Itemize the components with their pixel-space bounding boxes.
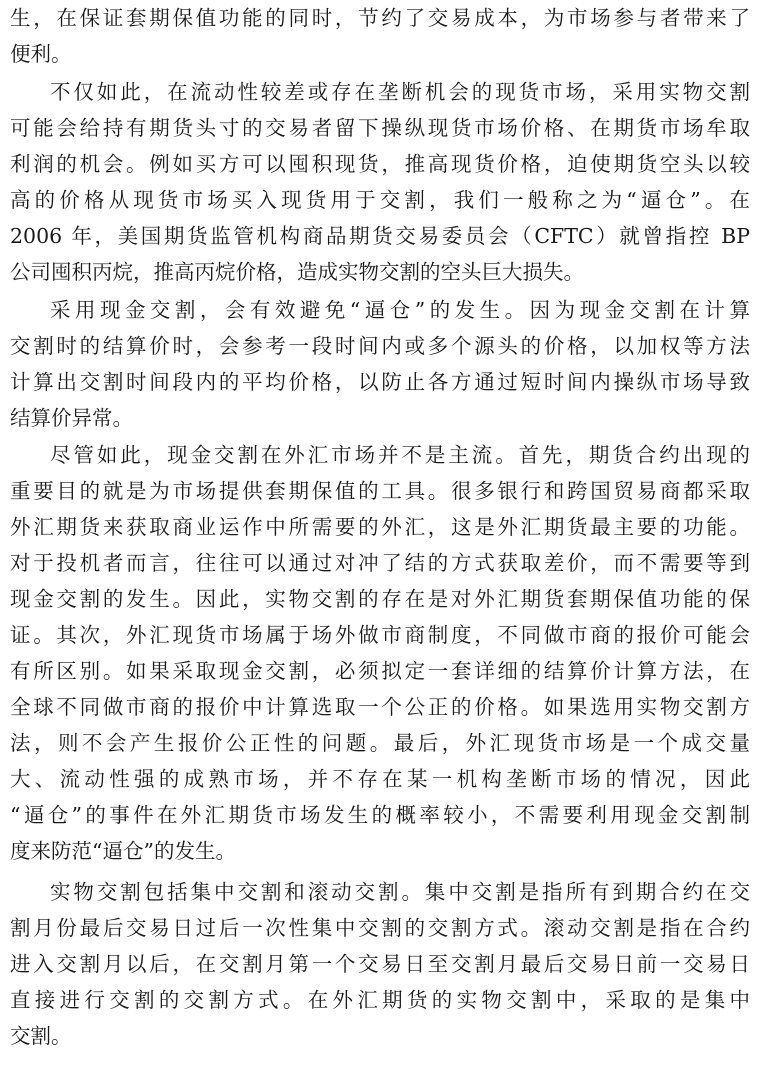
text-line: 大、流动性强的成熟市场，并不存在某一机构垄断市场的情况，因此 [10,767,750,791]
text-line: 有所区别。如果采取现金交割，必须拟定一套详细的结算价计算方法，在 [10,659,750,683]
text-line: 外汇期货来获取商业运作中所需要的外汇，这是外汇期货最主要的功能。 [10,515,750,539]
text-line: 计算出交割时间段内的平均价格，以防止各方通过短时间内操纵市场导致 [10,370,750,394]
text-line: 进入交割月以后，在交割月第一个交易日至交割月最后交易日前一交易日 [10,952,750,976]
text-line: 证。其次，外汇现货市场属于场外做市商制度，不同做市商的报价可能会 [10,623,750,647]
text-line: 不仅如此，在流动性较差或存在垄断机会的现货市场，采用实物交割 [50,80,750,104]
text-line: 交割。 [10,1024,72,1048]
text-line: “逼仓”的事件在外汇期货市场发生的概率较小，不需要利用现金交割制 [10,803,750,827]
text-line: 全球不同做市商的报价中计算选取一个公正的价格。如果选用实物交割方 [10,695,750,719]
text-line: 现金交割的发生。因此，实物交割的存在是对外汇期货套期保值功能的保 [10,587,750,611]
text-line: 尽管如此，现金交割在外汇市场并不是主流。首先，期货合约出现的 [50,443,750,467]
text-line: 实物交割包括集中交割和滚动交割。集中交割是指所有到期合约在交 [50,880,750,904]
text-line: 割月份最后交易日过后一次性集中交割的交割方式。滚动交割是指在合约 [10,916,750,940]
text-line: 度来防范“逼仓”的发生。 [10,839,236,863]
text-line: 2006 年，美国期货监管机构商品期货交易委员会（CFTC）就曾指控 BP [10,224,750,248]
text-line: 直接进行交割的交割方式。在外汇期货的实物交割中，采取的是集中 [10,988,750,1012]
text-line: 高的价格从现货市场买入现货用于交割，我们一般称之为“逼仓”。在 [10,188,750,212]
text-line: 生，在保证套期保值功能的同时，节约了交易成本，为市场参与者带来了 [10,6,750,30]
text-line: 重要目的就是为市场提供套期保值的工具。很多银行和跨国贸易商都采取 [10,479,750,503]
text-line: 便利。 [10,42,72,66]
text-line: 对于投机者而言，往往可以通过对冲了结的方式获取差价，而不需要等到 [10,551,750,575]
text-line: 可能会给持有期货头寸的交易者留下操纵现货市场价格、在期货市场牟取 [10,116,750,140]
text-line: 利润的机会。例如买方可以囤积现货，推高现货价格，迫使期货空头以较 [10,152,750,176]
text-line: 结算价异常。 [10,406,133,430]
text-line: 法，则不会产生报价公正性的问题。最后，外汇现货市场是一个成交量 [10,731,750,755]
text-line: 采用现金交割，会有效避免“逼仓”的发生。因为现金交割在计算 [50,298,750,322]
text-line: 交割时的结算价时，会参考一段时间内或多个源头的价格，以加权等方法 [10,334,750,358]
text-line: 公司囤积丙烷，推高丙烷价格，造成实物交割的空头巨大损失。 [10,260,584,284]
